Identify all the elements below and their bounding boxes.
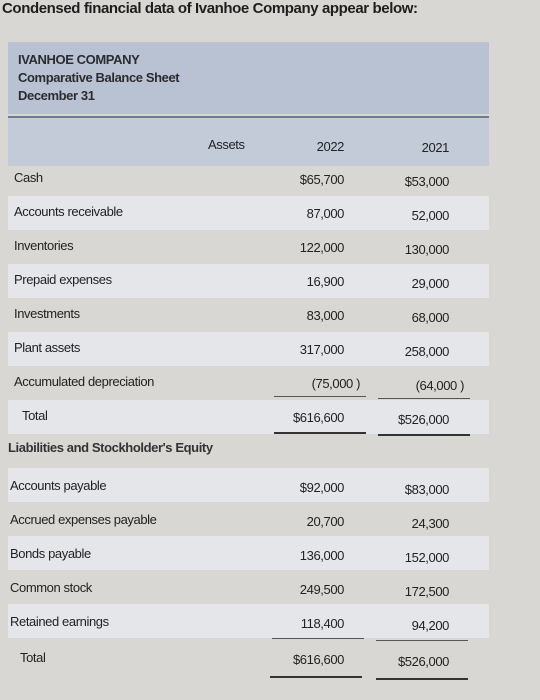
total-2022: $616,600 bbox=[292, 410, 344, 425]
row-label: Accounts payable bbox=[10, 478, 107, 493]
value-2022: 20,700 bbox=[306, 514, 344, 529]
value-2022: (75,000 ) bbox=[311, 376, 360, 391]
subtotal-rule-2022 bbox=[274, 396, 366, 397]
value-2022: 249,500 bbox=[299, 582, 344, 597]
value-2022: 317,000 bbox=[299, 342, 344, 357]
statement-title: Comparative Balance Sheet bbox=[18, 70, 180, 85]
value-2021: 52,000 bbox=[411, 208, 449, 223]
row-label: Plant assets bbox=[14, 340, 81, 355]
company-name: IVANHOE COMPANY bbox=[18, 52, 140, 67]
value-2022: 118,400 bbox=[300, 616, 344, 631]
row-label: Retained earnings bbox=[10, 614, 109, 629]
total-2021: $526,000 bbox=[397, 412, 449, 427]
value-2022: $92,000 bbox=[299, 480, 344, 495]
total-label: Total bbox=[20, 650, 46, 665]
value-2022: 16,900 bbox=[306, 274, 344, 289]
value-2022: 136,000 bbox=[299, 548, 344, 563]
value-2021: (64,000 ) bbox=[415, 378, 464, 393]
row-label: Accrued expenses payable bbox=[10, 512, 157, 527]
total-rule-2021 bbox=[378, 434, 470, 436]
subtotal-rule-2021 bbox=[378, 398, 470, 399]
row-label: Accounts receivable bbox=[14, 204, 123, 219]
value-2021: 68,000 bbox=[411, 310, 449, 325]
value-2021: 130,000 bbox=[404, 242, 449, 257]
row-label: Prepaid expenses bbox=[14, 272, 112, 287]
row-label: Bonds payable bbox=[10, 546, 91, 561]
value-2021: 24,300 bbox=[411, 516, 449, 531]
year-2022-header: 2022 bbox=[316, 139, 344, 154]
row-label: Common stock bbox=[10, 580, 92, 595]
value-2021: 258,000 bbox=[404, 344, 449, 359]
row-label: Inventories bbox=[14, 238, 74, 253]
year-2021-header: 2021 bbox=[421, 140, 449, 155]
total-2022: $616,600 bbox=[292, 652, 344, 667]
value-2021: $53,000 bbox=[404, 174, 449, 189]
total-label: Total bbox=[22, 408, 48, 423]
assets-header: Assets bbox=[208, 137, 245, 152]
row-label: Accumulated depreciation bbox=[14, 374, 154, 389]
total-rule-2021 bbox=[376, 678, 468, 680]
total-rule-2022 bbox=[274, 432, 366, 434]
intro-text: Condensed financial data of Ivanhoe Company appear below: bbox=[2, 0, 418, 17]
value-2022: $65,700 bbox=[299, 172, 344, 187]
total-2021: $526,000 bbox=[397, 654, 449, 669]
liabilities-heading: Liabilities and Stockholder's Equity bbox=[8, 440, 213, 455]
row-label: Investments bbox=[14, 306, 80, 321]
statement-header bbox=[8, 42, 489, 114]
subtotal-rule-2021 bbox=[376, 640, 468, 641]
value-2021: 29,000 bbox=[411, 276, 449, 291]
value-2022: 87,000 bbox=[306, 206, 344, 221]
column-header-row bbox=[8, 116, 489, 166]
value-2021: 172,500 bbox=[404, 584, 449, 599]
statement-date: December 31 bbox=[18, 88, 95, 103]
value-2021: $83,000 bbox=[404, 482, 449, 497]
value-2022: 122,000 bbox=[299, 240, 344, 255]
value-2021: 94,200 bbox=[411, 618, 449, 633]
value-2021: 152,000 bbox=[404, 550, 449, 565]
subtotal-rule-2022 bbox=[272, 638, 364, 639]
total-rule-2022 bbox=[270, 676, 362, 678]
value-2022: 83,000 bbox=[306, 308, 344, 323]
row-label: Cash bbox=[14, 170, 43, 185]
